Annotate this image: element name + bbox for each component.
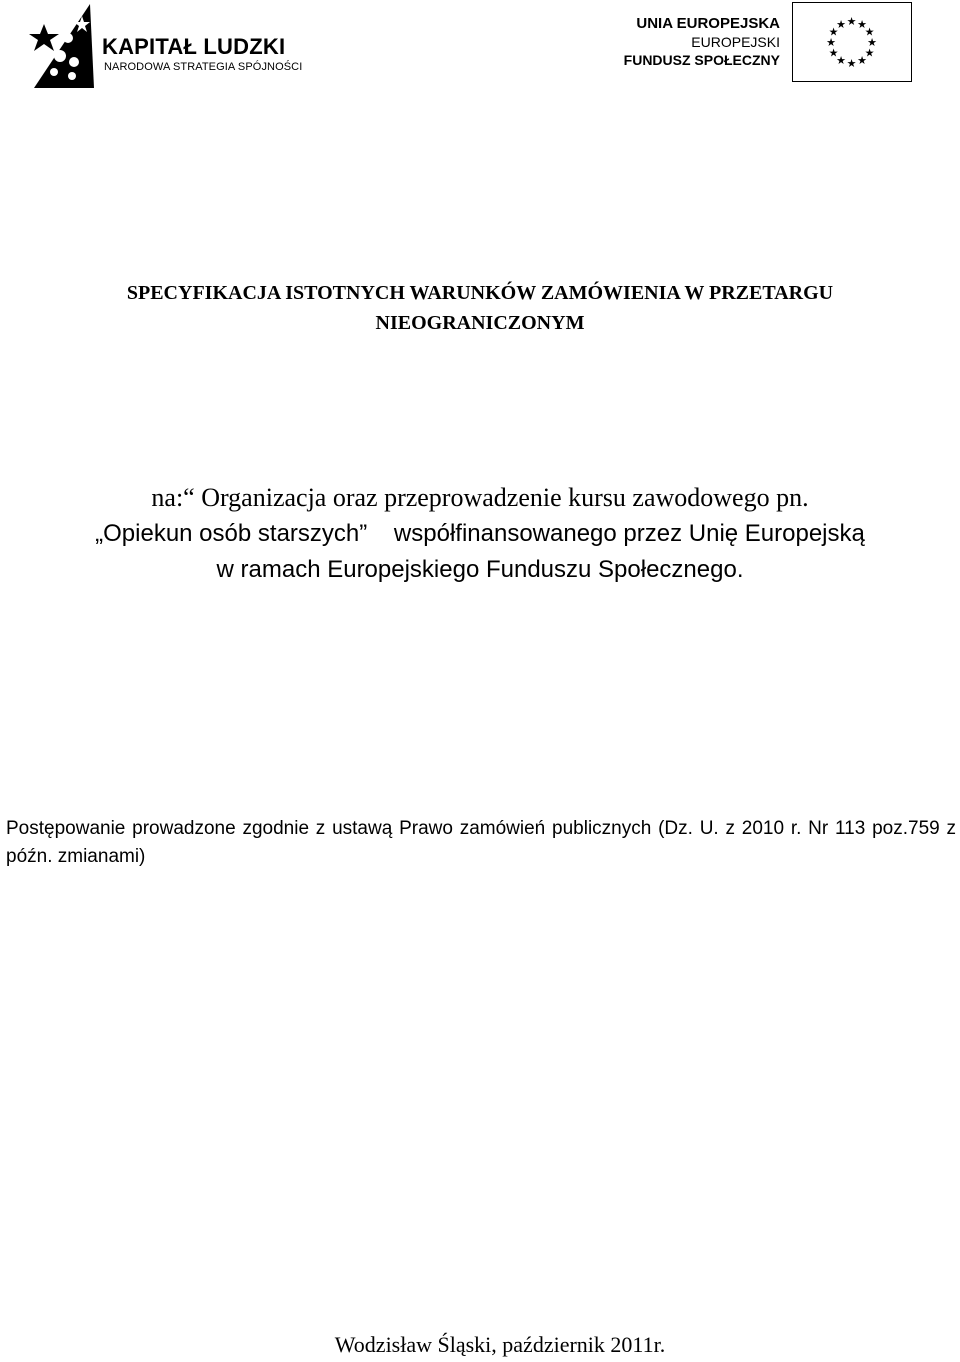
svg-text:★: ★	[836, 18, 846, 31]
kapital-ludzki-emblem-icon	[24, 4, 94, 88]
cofinancing-line2: w ramach Europejskiego Funduszu Społecznego.	[216, 556, 744, 583]
eu-logo-line2: EUROPEJSKI	[691, 34, 780, 50]
eu-logo-line3: FUNDUSZ SPOŁECZNY	[623, 52, 780, 68]
svg-text:★: ★	[846, 15, 857, 28]
svg-text:★: ★	[836, 54, 846, 67]
course-quote-open: „	[95, 520, 104, 547]
eu-logo-text	[624, 14, 780, 69]
kapital-ludzki-subtitle: NARODOWA STRATEGIA SPÓJNOŚCI	[104, 61, 303, 73]
svg-text:★: ★	[867, 36, 877, 49]
eu-stars-icon	[793, 3, 910, 80]
course-name: Opiekun osób starszych	[103, 520, 360, 547]
legal-basis: Postępowanie prowadzone zgodnie z ustawą Prawo zamówień publicznych (Dz. U. z 2010 r. Nr 113 poz.759 z późn. zmianami)	[6, 818, 956, 867]
svg-text:★: ★	[864, 46, 875, 60]
svg-text:★: ★	[864, 25, 875, 39]
subject-prefix: na:	[151, 483, 184, 512]
svg-text:★: ★	[846, 57, 857, 70]
document-title-line2: NIEOGRANICZONYM	[375, 312, 585, 334]
order-subject	[0, 480, 960, 588]
subject-quote-open: “	[183, 483, 202, 512]
svg-text:★: ★	[857, 18, 867, 31]
course-quote-close: ”	[359, 520, 368, 547]
place-and-date: Wodzisław Śląski, październik 2011r.	[334, 1332, 666, 1357]
document-title	[0, 278, 960, 338]
kapital-ludzki-logo	[24, 4, 314, 88]
svg-text:★: ★	[828, 25, 839, 39]
svg-text:★: ★	[857, 54, 867, 67]
subject-line2	[0, 516, 960, 552]
svg-text:★: ★	[828, 46, 839, 60]
cofinancing-line1: współfinansowanego przez Unię Europejską	[393, 520, 865, 547]
kapital-ludzki-title: KAPITAŁ LUDZKI	[102, 34, 286, 59]
eu-logo-line1: UNIA EUROPEJSKA	[636, 15, 780, 32]
document-title-line1: SPECYFIKACJA ISTOTNYCH WARUNKÓW ZAMÓWIENIA W PRZETARGU	[126, 282, 834, 304]
eu-flag-icon	[792, 2, 912, 82]
subject-line1	[0, 480, 960, 516]
svg-text:★: ★	[826, 36, 836, 49]
subject-description: Organizacja oraz przeprowadzenie kursu zawodowego pn.	[201, 483, 809, 512]
eu-efs-logo	[600, 0, 920, 90]
